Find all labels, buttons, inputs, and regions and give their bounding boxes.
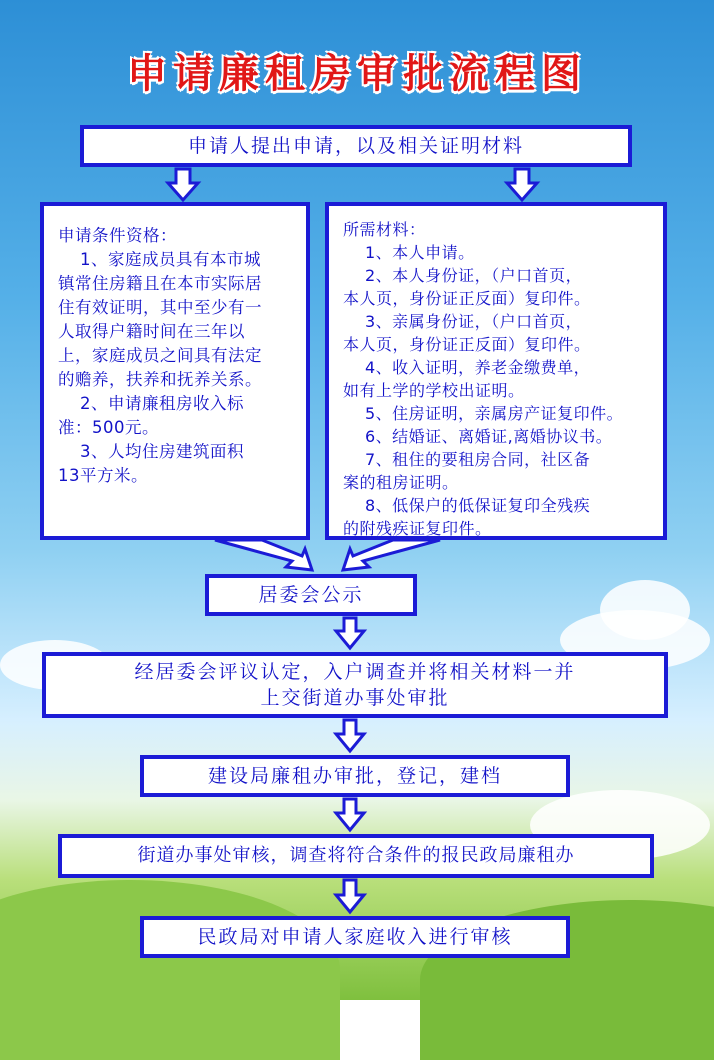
- conditions-line: 准：500元。: [58, 418, 159, 437]
- materials-line: 5、住房证明，亲属房产证复印件。: [365, 404, 624, 423]
- down-arrow-icon: [336, 880, 364, 912]
- materials-line: 的附残疾证复印件。: [343, 519, 492, 538]
- merge-arrow-icon: [215, 540, 312, 570]
- materials-line: 4、收入证明，养老金缴费单，: [365, 358, 591, 377]
- materials-heading: 所需材料：: [343, 220, 426, 239]
- conditions-line: 3、人均住房建筑面积: [80, 442, 244, 461]
- materials-line: 如有上学的学校出证明。: [343, 381, 525, 400]
- materials-line: 本人页，身份证正反面）复印件。: [343, 335, 591, 354]
- materials-line: 7、租住的要租房合同，社区备: [365, 450, 591, 469]
- step-committee-publicity-text: 居委会公示: [258, 584, 364, 606]
- down-arrow-icon: [336, 720, 364, 751]
- step-civil-affairs-audit-text: 民政局对申请人家庭收入进行审核: [197, 926, 513, 948]
- step-submit-application-text: 申请人提出申请，以及相关证明材料: [187, 135, 524, 157]
- materials-line: 3、亲属身份证，（户口首页，: [365, 312, 583, 331]
- step-committee-review-line1: 经居委会评议认定，入户调查并将相关材料一并: [134, 661, 576, 683]
- down-arrow-icon: [336, 799, 364, 830]
- conditions-line: 的赡养，扶养和抚养关系。: [58, 370, 262, 389]
- down-arrow-icon: [168, 169, 198, 200]
- materials-line: 本人页，身份证正反面）复印件。: [343, 289, 591, 308]
- materials-line: 8、低保户的低保证复印全残疾: [365, 496, 591, 515]
- step-committee-review-line2: 上交街道办事处审批: [260, 687, 450, 709]
- materials-line: 2、本人身份证，（户口首页，: [365, 266, 583, 285]
- merge-arrow-icon: [343, 540, 440, 570]
- down-arrow-icon: [336, 618, 364, 648]
- step-subdistrict-audit-text: 街道办事处审核，调查将符合条件的报民政局廉租办: [137, 845, 575, 866]
- conditions-heading: 申请条件资格：: [58, 226, 177, 245]
- conditions-line: 2、申请廉租房收入标: [80, 394, 244, 413]
- conditions-line: 1、家庭成员具有本市城: [80, 250, 261, 269]
- conditions-line: 住有效证明，其中至少有一: [58, 298, 262, 317]
- conditions-line: 镇常住房籍且在本市实际居: [58, 274, 262, 293]
- materials-line: 6、结婚证、离婚证,离婚协议书。: [365, 427, 613, 446]
- materials-line: 案的租房证明。: [343, 473, 459, 492]
- down-arrow-icon: [507, 169, 537, 200]
- step-construction-bureau-text: 建设局廉租办审批，登记，建档: [207, 765, 502, 787]
- conditions-line: 人取得户籍时间在三年以: [58, 322, 245, 341]
- conditions-line: 上，家庭成员之间具有法定: [58, 346, 262, 365]
- conditions-line: 13平方米。: [58, 466, 148, 485]
- materials-line: 1、本人申请。: [365, 243, 475, 262]
- page-title: 申请廉租房审批流程图: [127, 51, 587, 97]
